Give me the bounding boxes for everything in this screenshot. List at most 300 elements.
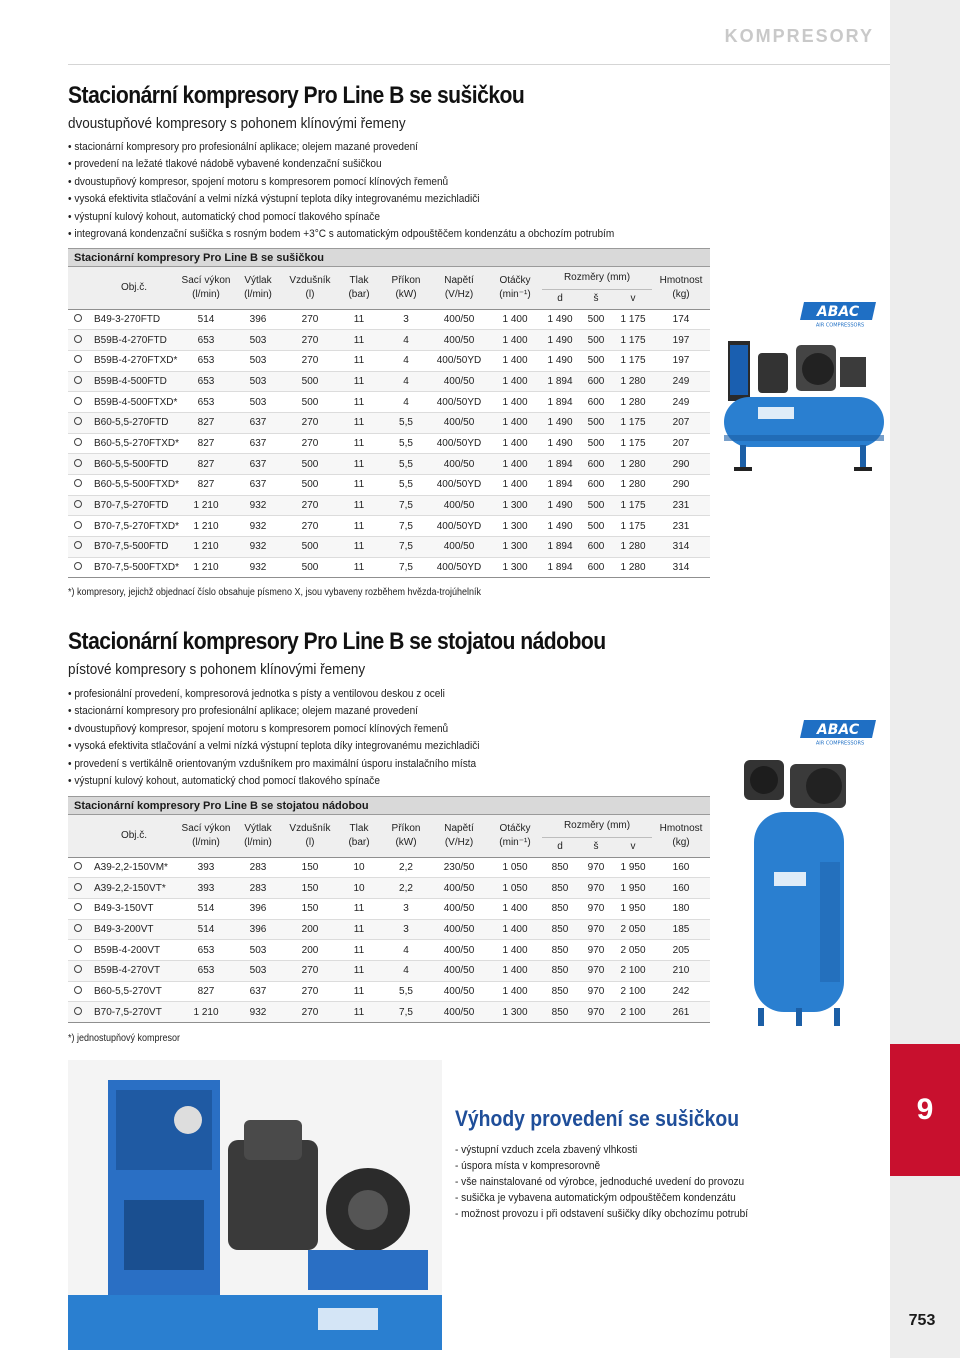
circle-icon <box>74 355 82 363</box>
table-cell: 1 894 <box>542 557 578 578</box>
table-cell: 160 <box>652 857 710 878</box>
table-cell: 400/50 <box>430 330 488 351</box>
table-cell: 653 <box>180 330 232 351</box>
table-cell: 314 <box>652 537 710 558</box>
table-cell: 2,2 <box>382 878 430 899</box>
table-cell: 2 100 <box>614 960 652 981</box>
order-code-cell: A39-2,2-150VT* <box>88 878 180 899</box>
table-cell: 1 400 <box>488 412 542 433</box>
table-cell: 1 490 <box>542 412 578 433</box>
table-cell: 393 <box>180 878 232 899</box>
advantages-title: Výhody provedení se sušičkou <box>455 1106 740 1131</box>
table-cell: 2 050 <box>614 940 652 961</box>
table-cell: 932 <box>232 516 284 537</box>
circle-icon <box>74 376 82 384</box>
table-cell: 1 280 <box>614 371 652 392</box>
row-marker <box>68 454 88 475</box>
order-code-cell: B49-3-150VT <box>88 898 180 919</box>
table-cell: 400/50 <box>430 371 488 392</box>
table-cell: 11 <box>336 392 382 413</box>
table-cell: 11 <box>336 371 382 392</box>
table-cell: 11 <box>336 350 382 371</box>
circle-icon <box>74 986 82 994</box>
table-cell: 1 050 <box>488 878 542 899</box>
abac-logo <box>800 300 880 328</box>
table-cell: 2 100 <box>614 981 652 1002</box>
table-cell: 210 <box>652 960 710 981</box>
table-cell: 827 <box>180 475 232 496</box>
table-cell: 290 <box>652 475 710 496</box>
table-row <box>68 557 710 578</box>
table-cell: 970 <box>578 1002 614 1023</box>
table-cell: 249 <box>652 392 710 413</box>
table-cell: 514 <box>180 898 232 919</box>
table-cell: 1 490 <box>542 309 578 330</box>
table-cell: 1 210 <box>180 1002 232 1023</box>
column-header-rpm: Otáčky (min⁻¹) <box>488 815 542 857</box>
table-cell: 396 <box>232 898 284 919</box>
table-cell: 7,5 <box>382 1002 430 1023</box>
table-cell: 400/50 <box>430 537 488 558</box>
table-cell: 1 400 <box>488 433 542 454</box>
table-cell: 1 400 <box>488 454 542 475</box>
table-row <box>68 1002 710 1023</box>
table-cell: 2 100 <box>614 1002 652 1023</box>
list-item: • profesionální provedení, kompresorová jednotka s písty a ventilovou deskou z oceli <box>68 686 480 703</box>
section2-title: Stacionární kompresory Pro Line B se stojatou nádobou <box>68 628 606 655</box>
abac-logo <box>800 718 880 746</box>
table-cell: 261 <box>652 1002 710 1023</box>
table-cell: 970 <box>578 857 614 878</box>
table-cell: 11 <box>336 537 382 558</box>
circle-icon <box>74 397 82 405</box>
table-cell: 200 <box>284 940 336 961</box>
table-cell: 1 280 <box>614 557 652 578</box>
table-cell: 2 050 <box>614 919 652 940</box>
table-cell: 5,5 <box>382 412 430 433</box>
table-row <box>68 960 710 981</box>
order-code-cell: B60-5,5-270FTXD* <box>88 433 180 454</box>
table-row <box>68 919 710 940</box>
table-cell: 400/50 <box>430 309 488 330</box>
table-cell: 1 175 <box>614 350 652 371</box>
table-cell: 11 <box>336 475 382 496</box>
table-cell: 174 <box>652 309 710 330</box>
section1-subtitle: dvoustupňové kompresory s pohonem klínovými řemeny <box>68 115 406 132</box>
column-header-marker <box>68 267 88 309</box>
table-cell: 231 <box>652 495 710 516</box>
table-cell: 270 <box>284 309 336 330</box>
table-cell: 1 894 <box>542 392 578 413</box>
table-cell: 1 400 <box>488 371 542 392</box>
table-cell: 400/50YD <box>430 475 488 496</box>
table-row <box>68 981 710 1002</box>
table-cell: 500 <box>578 516 614 537</box>
table-cell: 400/50 <box>430 919 488 940</box>
column-header-order-no: Obj.č. <box>88 267 180 309</box>
table-cell: 180 <box>652 898 710 919</box>
column-header-output: Výtlak (l/min) <box>232 267 284 309</box>
order-code-cell: B59B-4-270FTD <box>88 330 180 351</box>
column-header-dimension-v: v <box>614 837 652 857</box>
table-cell: 7,5 <box>382 537 430 558</box>
table-cell: 850 <box>542 898 578 919</box>
table-row <box>68 537 710 558</box>
table-caption: Stacionární kompresory Pro Line B se sušičkou <box>68 248 710 267</box>
table-cell: 185 <box>652 919 710 940</box>
table-cell: 1 280 <box>614 392 652 413</box>
table-cell: 396 <box>232 919 284 940</box>
circle-icon <box>74 862 82 870</box>
section2-footnote: *) jednostupňový kompresor <box>68 1033 181 1044</box>
compressor-dryer-closeup-image <box>68 1060 442 1350</box>
table-cell: 1 280 <box>614 475 652 496</box>
table-row <box>68 898 710 919</box>
table-cell: 500 <box>284 537 336 558</box>
order-code-cell: B60-5,5-270FTD <box>88 412 180 433</box>
section2-bullet-list <box>68 686 525 790</box>
table-cell: 1 175 <box>614 330 652 351</box>
table-cell: 503 <box>232 371 284 392</box>
order-code-cell: B60-5,5-500FTD <box>88 454 180 475</box>
table-cell: 230/50 <box>430 857 488 878</box>
order-code-cell: B49-3-200VT <box>88 919 180 940</box>
table-cell: 3 <box>382 919 430 940</box>
table-cell: 270 <box>284 516 336 537</box>
table-cell: 500 <box>578 433 614 454</box>
table-cell: 249 <box>652 371 710 392</box>
table-cell: 400/50YD <box>430 392 488 413</box>
table-cell: 653 <box>180 940 232 961</box>
table-cell: 1 400 <box>488 309 542 330</box>
row-marker <box>68 940 88 961</box>
table-cell: 11 <box>336 940 382 961</box>
spec-table <box>68 815 710 1023</box>
table-cell: 4 <box>382 960 430 981</box>
table-cell: 400/50 <box>430 1002 488 1023</box>
section1-title: Stacionární kompresory Pro Line B se sušičkou <box>68 82 525 109</box>
row-marker <box>68 878 88 899</box>
table-cell: 400/50 <box>430 898 488 919</box>
table-cell: 314 <box>652 557 710 578</box>
table-cell: 270 <box>284 433 336 454</box>
table-cell: 1 894 <box>542 537 578 558</box>
table-row <box>68 392 710 413</box>
table-cell: 150 <box>284 878 336 899</box>
table-cell: 1 280 <box>614 537 652 558</box>
svg-text:ABAC: ABAC <box>816 722 860 738</box>
row-marker <box>68 475 88 496</box>
circle-icon <box>74 924 82 932</box>
table-cell: 500 <box>284 371 336 392</box>
table-cell: 932 <box>232 537 284 558</box>
table-cell: 1 950 <box>614 878 652 899</box>
table-cell: 5,5 <box>382 454 430 475</box>
table-cell: 1 300 <box>488 1002 542 1023</box>
table-cell: 7,5 <box>382 495 430 516</box>
table-cell: 1 175 <box>614 309 652 330</box>
table-cell: 637 <box>232 981 284 1002</box>
list-item: - vše nainstalované od výrobce, jednoduché uvedení do provozu <box>455 1176 745 1188</box>
table-cell: 1 400 <box>488 898 542 919</box>
column-header-dimension-š: š <box>578 289 614 309</box>
table-cell: 200 <box>284 919 336 940</box>
table-cell: 1 280 <box>614 454 652 475</box>
table-cell: 827 <box>180 433 232 454</box>
column-header-rpm: Otáčky (min⁻¹) <box>488 267 542 309</box>
table-cell: 2,2 <box>382 857 430 878</box>
table-row <box>68 350 710 371</box>
table-cell: 270 <box>284 350 336 371</box>
table-cell: 396 <box>232 309 284 330</box>
order-code-cell: B59B-4-500FTD <box>88 371 180 392</box>
table-cell: 1 894 <box>542 454 578 475</box>
list-item: • vysoká efektivita stlačování a velmi nízká výstupní teplota díky integrovanému mezichladiči <box>68 738 480 755</box>
table-cell: 932 <box>232 1002 284 1023</box>
table-cell: 653 <box>180 392 232 413</box>
table-cell: 1 175 <box>614 516 652 537</box>
table-cell: 4 <box>382 392 430 413</box>
advantages-list <box>455 1142 774 1222</box>
section-header-label: KOMPRESORY <box>724 26 874 46</box>
table-cell: 1 300 <box>488 495 542 516</box>
circle-icon <box>74 945 82 953</box>
row-marker <box>68 898 88 919</box>
table-cell: 1 490 <box>542 516 578 537</box>
column-header-weight: Hmotnost (kg) <box>652 815 710 857</box>
table-cell: 11 <box>336 1002 382 1023</box>
column-header-intake: Sací výkon (l/min) <box>180 267 232 309</box>
order-code-cell: B70-7,5-270VT <box>88 1002 180 1023</box>
horizontal-compressor-image <box>718 335 890 475</box>
table-cell: 1 894 <box>542 475 578 496</box>
table-cell: 11 <box>336 454 382 475</box>
list-item: • stacionární kompresory pro profesionální aplikace; olejem mazané provedení <box>68 703 480 720</box>
table-cell: 1 400 <box>488 330 542 351</box>
table-cell: 11 <box>336 412 382 433</box>
list-item: - možnost provozu i při odstavení sušičky díky obchozímu potrubí <box>455 1208 749 1220</box>
table-cell: 503 <box>232 350 284 371</box>
table-cell: 637 <box>232 433 284 454</box>
order-code-cell: B49-3-270FTD <box>88 309 180 330</box>
table-cell: 270 <box>284 412 336 433</box>
table-cell: 850 <box>542 919 578 940</box>
list-item: - výstupní vzduch zcela zbavený vlhkosti <box>455 1144 638 1156</box>
table-cell: 11 <box>336 495 382 516</box>
table-cell: 4 <box>382 940 430 961</box>
table-cell: 11 <box>336 557 382 578</box>
row-marker <box>68 516 88 537</box>
table-row <box>68 371 710 392</box>
order-code-cell: B70-7,5-270FTD <box>88 495 180 516</box>
section2-subtitle: pístové kompresory s pohonem klínovými řemeny <box>68 661 366 678</box>
table-cell: 1 210 <box>180 516 232 537</box>
table-cell: 5,5 <box>382 981 430 1002</box>
section1-bullet-list <box>68 139 675 243</box>
spec-table <box>68 267 710 578</box>
table-cell: 270 <box>284 330 336 351</box>
table-cell: 11 <box>336 960 382 981</box>
table-cell: 4 <box>382 350 430 371</box>
circle-icon <box>74 335 82 343</box>
row-marker <box>68 557 88 578</box>
circle-icon <box>74 438 82 446</box>
list-item: • vysoká efektivita stlačování a velmi nízká výstupní teplota díky integrovanému mezichladiči <box>68 191 614 208</box>
section2-table-block <box>68 796 710 1023</box>
table-cell: 400/50YD <box>430 516 488 537</box>
table-cell: 600 <box>578 475 614 496</box>
svg-text:AIR COMPRESSORS: AIR COMPRESSORS <box>815 322 865 328</box>
column-header-dimensions: Rozměry (mm) <box>542 815 652 837</box>
column-header-dimensions: Rozměry (mm) <box>542 267 652 289</box>
table-cell: 11 <box>336 309 382 330</box>
table-cell: 1 400 <box>488 960 542 981</box>
order-code-cell: B59B-4-500FTXD* <box>88 392 180 413</box>
header-divider <box>68 64 890 65</box>
order-code-cell: B59B-4-270VT <box>88 960 180 981</box>
table-cell: 827 <box>180 412 232 433</box>
table-cell: 3 <box>382 898 430 919</box>
column-header-dimension-d: d <box>542 837 578 857</box>
section1-table-block <box>68 248 710 578</box>
table-cell: 970 <box>578 940 614 961</box>
table-cell: 1 400 <box>488 350 542 371</box>
table-cell: 1 400 <box>488 475 542 496</box>
table-cell: 503 <box>232 960 284 981</box>
list-item: • provedení s vertikálně orientovaným vzdušníkem pro maximální úsporu instalačního místa <box>68 756 480 773</box>
table-cell: 600 <box>578 392 614 413</box>
circle-icon <box>74 903 82 911</box>
circle-icon <box>74 479 82 487</box>
table-cell: 500 <box>284 557 336 578</box>
row-marker <box>68 433 88 454</box>
order-code-cell: B59B-4-200VT <box>88 940 180 961</box>
table-cell: 4 <box>382 371 430 392</box>
circle-icon <box>74 965 82 973</box>
table-cell: 500 <box>578 495 614 516</box>
table-cell: 500 <box>578 309 614 330</box>
column-header-weight: Hmotnost (kg) <box>652 267 710 309</box>
table-cell: 400/50 <box>430 940 488 961</box>
column-header-voltage: Napětí (V/Hz) <box>430 815 488 857</box>
column-header-intake: Sací výkon (l/min) <box>180 815 232 857</box>
column-header-pressure: Tlak (bar) <box>336 267 382 309</box>
row-marker <box>68 1002 88 1023</box>
table-row <box>68 475 710 496</box>
table-cell: 637 <box>232 412 284 433</box>
row-marker <box>68 412 88 433</box>
list-item: • výstupní kulový kohout, automatický chod pomocí tlakového spínače <box>68 773 480 790</box>
table-cell: 270 <box>284 960 336 981</box>
column-header-voltage: Napětí (V/Hz) <box>430 267 488 309</box>
table-cell: 1 894 <box>542 371 578 392</box>
table-cell: 1 950 <box>614 857 652 878</box>
table-cell: 1 400 <box>488 392 542 413</box>
list-item: • výstupní kulový kohout, automatický chod pomocí tlakového spínače <box>68 209 614 226</box>
table-cell: 500 <box>578 350 614 371</box>
table-cell: 600 <box>578 557 614 578</box>
table-cell: 1 400 <box>488 940 542 961</box>
table-cell: 7,5 <box>382 516 430 537</box>
row-marker <box>68 350 88 371</box>
table-cell: 1 490 <box>542 330 578 351</box>
column-header-power: Příkon (kW) <box>382 267 430 309</box>
table-cell: 5,5 <box>382 475 430 496</box>
table-row <box>68 309 710 330</box>
table-cell: 850 <box>542 857 578 878</box>
table-cell: 11 <box>336 516 382 537</box>
table-cell: 400/50YD <box>430 557 488 578</box>
table-cell: 270 <box>284 495 336 516</box>
table-cell: 850 <box>542 940 578 961</box>
table-row <box>68 516 710 537</box>
table-cell: 970 <box>578 898 614 919</box>
row-marker <box>68 371 88 392</box>
table-cell: 3 <box>382 309 430 330</box>
table-cell: 1 175 <box>614 495 652 516</box>
table-cell: 503 <box>232 940 284 961</box>
circle-icon <box>74 521 82 529</box>
circle-icon <box>74 562 82 570</box>
column-header-marker <box>68 815 88 857</box>
table-cell: 11 <box>336 330 382 351</box>
table-cell: 1 490 <box>542 495 578 516</box>
table-cell: 970 <box>578 981 614 1002</box>
table-cell: 1 300 <box>488 557 542 578</box>
order-code-cell: B60-5,5-270VT <box>88 981 180 1002</box>
table-cell: 11 <box>336 981 382 1002</box>
table-cell: 400/50 <box>430 960 488 981</box>
column-header-tank: Vzdušník (l) <box>284 267 336 309</box>
table-caption: Stacionární kompresory Pro Line B se stojatou nádobou <box>68 796 710 815</box>
list-item: • integrovaná kondenzační sušička s rosným bodem +3°C s automatickým odpouštěčem kondenzátu a obchozím potrubím <box>68 226 614 243</box>
vertical-compressor-image <box>724 752 874 1032</box>
table-cell: 1 300 <box>488 537 542 558</box>
table-row <box>68 940 710 961</box>
row-marker <box>68 981 88 1002</box>
table-cell: 1 210 <box>180 495 232 516</box>
table-cell: 1 175 <box>614 412 652 433</box>
row-marker <box>68 919 88 940</box>
column-header-dimension-d: d <box>542 289 578 309</box>
table-cell: 400/50YD <box>430 350 488 371</box>
table-row <box>68 330 710 351</box>
table-cell: 600 <box>578 371 614 392</box>
table-cell: 1 300 <box>488 516 542 537</box>
column-header-dimension-v: v <box>614 289 652 309</box>
table-cell: 850 <box>542 878 578 899</box>
table-row <box>68 412 710 433</box>
table-cell: 1 175 <box>614 433 652 454</box>
column-header-dimension-š: š <box>578 837 614 857</box>
table-cell: 7,5 <box>382 557 430 578</box>
list-item: - úspora místa v kompresorovně <box>455 1160 601 1172</box>
circle-icon <box>74 1007 82 1015</box>
table-cell: 1 210 <box>180 557 232 578</box>
table-cell: 503 <box>232 392 284 413</box>
table-cell: 393 <box>180 857 232 878</box>
table-cell: 500 <box>284 475 336 496</box>
table-cell: 242 <box>652 981 710 1002</box>
list-item: • dvoustupňový kompresor, spojení motoru s kompresorem pomocí klínových řemenů <box>68 721 480 738</box>
circle-icon <box>74 500 82 508</box>
row-marker <box>68 495 88 516</box>
row-marker <box>68 330 88 351</box>
table-cell: 205 <box>652 940 710 961</box>
table-cell: 1 490 <box>542 350 578 371</box>
table-cell: 10 <box>336 878 382 899</box>
table-cell: 11 <box>336 898 382 919</box>
